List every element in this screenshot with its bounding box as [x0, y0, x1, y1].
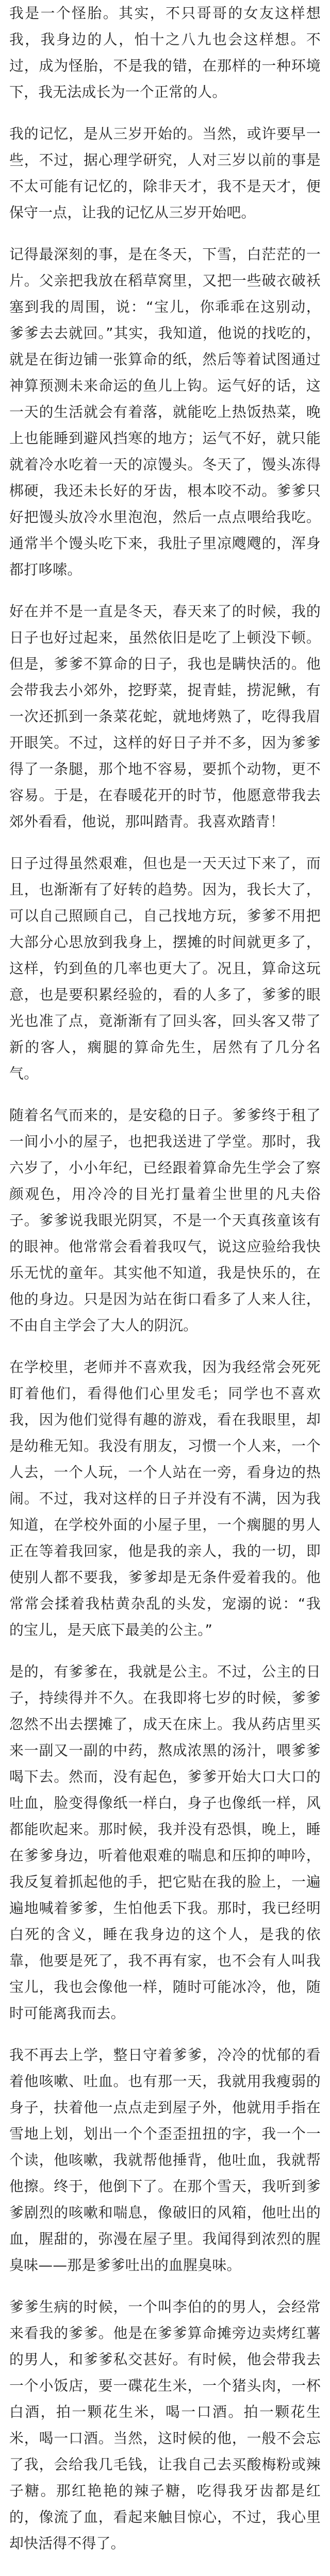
paragraph: 随着名气而来的，是安稳的日子。爹爹终于租了一间小小的屋子，也把我送进了学堂。那时，我六岁了，小小年纪，已经跟着算命先生学会了察颜观色，用冷冷的目光打量着尘世里的凡夫俗子。爹爹说我眼光阴冥，不是一个天真孩童该有的眼神。他常常会看着我叹气，说这应验给我快乐无忧的童年。其实他不知道，我是快乐的，在他的身边。只是因为站在街口看多了人来人往，不由自主学会了大人的阴沉。	[9, 1107, 321, 1334]
paragraph: 我的记忆，是从三岁开始的。当然，或许要早一些，不过，据心理学研究，人对三岁以前的事是不太可能有记忆的，除非天才，我不是天才，便保守一点，让我的记忆从三岁开始吧。	[9, 125, 321, 221]
paragraph: 爹爹生病的时候，一个叫李伯的的男人，会经常来看我的爹爹。他是在爹爹算命摊旁边卖烤红薯的男人，和爹爹私交甚好。有时候，他会带我去一个小饭店，要一碟花生米，一个猪头肉，一杯白酒，拍一颗花生米，喝一口酒。拍一颗花生米，喝一口酒。当然，这时候的他，一般不会忘了我，会给我几毛钱，让我自己去买酸梅粉或辣子糖。那红艳艳的辣子糖，吃得我牙齿都是红的，像流了血，看起来触目惊心，不过，我心里却快活得不得了。	[9, 2298, 321, 2552]
paragraph: 是的，有爹爹在，我就是公主。不过，公主的日子，持续得并不久。在我即将七岁的时候，爹爹忽然不出去摆摊了，成天在床上。我从药店里买来一副又一副的中药，熬成浓黑的汤汁，喂爹爹喝下去。然而，没有起色，爹爹开始大口大口的吐血，脸变得像纸一样白，身子也像纸一样，风都能吹起来。那时候，我并没有恐惧，晚上，睡在爹爹身边，听着他艰难的喘息和压抑的呻吟，我反复着抓起他的手，把它贴在我的脸上，一遍遍地喊着爹爹，生怕他丢下我。那时，我已经明白死的含义，睡在我身边的这个人，是我的依靠，他要是死了，我不再有家，也不会有人叫我宝儿，我也会像他一样，随时可能冰冷，他，随时可能离我而去。	[9, 1663, 321, 2022]
paragraph	[9, 2572, 321, 2576]
paragraph: 日子过得虽然艰难，但也是一天天过下来了，而且，也渐渐有了好转的趋势。因为，我长大了，可以自己照顾自己，自己找地方玩，爹爹不用把大部分心思放到我身上，摆摊的时间就更多了，这样，钓到鱼的几率也更大了。况且，算命这玩意，也是要积累经验的，看的人多了，爹爹的眼光也准了点，竟渐渐有了回头客，回头客又带了新的客人，瘸腿的算命先生，居然有了几分名气。	[9, 855, 321, 1082]
paragraph: 记得最深刻的事，是在冬天，下雪，白茫茫的一片。父亲把我放在稻草窝里，又把一些破衣破袄塞到我的周围，说：“宝儿，你乖乖在这别动，爹爹去去就回。”其实，我知道，他说的找吃的，就是在街边铺一张算命的纸，然后等着试图通过神算预测未来命运的鱼儿上钩。运气好的话，这一天的生活就会有着落，就能吃上热饭热菜，晚上也能睡到避风挡寒的地方；运气不好，就只能就着冷水吃着一天的凉馒头。冬天了，馒头冻得梆硬，我还未长好的牙齿，根本咬不动。爹爹只好把馒头放冷水里泡泡，然后一点点喂给我吃。通常半个馒头吃下来，我肚子里凉飕飕的，浑身都打哆嗦。	[9, 246, 321, 578]
paragraph: 我不再去上学，整日守着爹爹，冷冷的忧郁的看着他咳嗽、吐血。也有那一天，我就用我瘦弱的身子，扶着他一点点走到屋子外，他就用手指在雪地上划，划出一个个歪歪扭扭的字，我一个一个读，他咳嗽，我就帮他捶背，他吐血，我就帮他擦。终于，他倒下了。在那个雪天，我听到爹爹剧烈的咳嗽和喘息，像破旧的风箱，他吐出的血，腥甜的，弥漫在屋子里。我闻得到浓烈的腥臭味——那是爹爹吐出的血腥臭味。	[9, 2046, 321, 2274]
paragraph: 我是一个怪胎。其实，不只哥哥的女友这样想我，我身边的人，怕十之八九也会这样想。不过，成为怪胎，不是我的错，在那样的一种环境下，我无法成长为一个正常的人。	[9, 5, 321, 100]
paragraph: 在学校里，老师并不喜欢我，因为我经常会死死盯着他们，看得他们心里发毛；同学也不喜欢我，因为他们觉得有趣的游戏，看在我眼里，却是幼稚无知。我没有朋友，习惯一个人来，一个人去，一个人玩，一个人站在一旁，看身边的热闹。不过，我对这样的日子并没有不满，因为我知道，在学校外面的小屋子里，一个瘸腿的男人正在等着我回家，他是我的亲人，我的一切，即使别人都不要我，爹爹却是无条件爱着我的。他常常会揉着我枯黄杂乱的头发，宠溺的说：“我的宝儿，是天底下最美的公主。”	[9, 1359, 321, 1638]
paragraph: 好在并不是一直是冬天，春天来了的时候，我的日子也好过起来，虽然依旧是吃了上顿没下顿。但是，爹爹不算命的日子，我也是瞒快活的。他会带我去小郊外，挖野菜，捉青蛙，捞泥鳅，有一次还抓到一条菜花蛇，就地烤熟了，吃得我眉开眼笑。不过，这样的好日子并不多，因为爹爹得了一条腿，那个地不容易，要抓个动物，更不容易。于是，在春暖花开的时节，他愿意带我去郊外看看，他说，那叫踏青。我喜欢踏青！	[9, 603, 321, 830]
